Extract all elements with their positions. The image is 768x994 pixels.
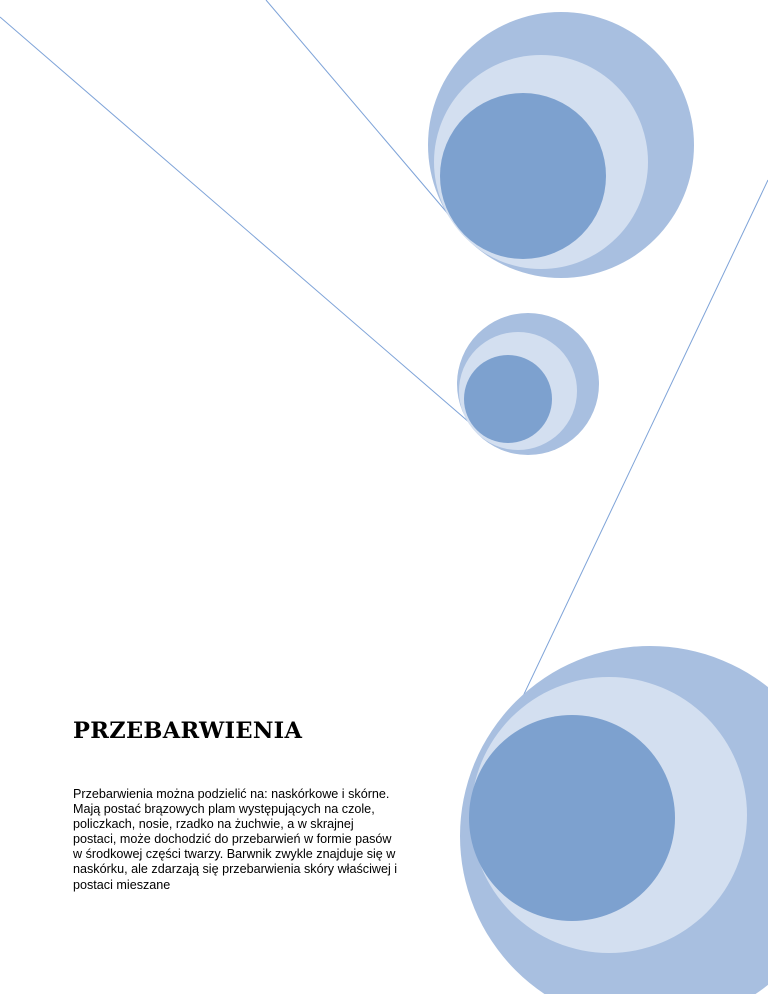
paragraph-line: naskórku, ale zdarzają się przebarwienia skóry właściwej i [73,862,398,877]
circle-group-bottom [460,646,768,994]
document-title: PRZEBARWIENIA [73,718,303,744]
paragraph-line: postaci mieszane [73,877,171,892]
paragraph-line: Przebarwienia można podzielić na: naskórkowe i skórne. [73,787,390,801]
diagonal-line [0,17,470,423]
paragraph-line: w środkowej części twarzy. Barwnik zwykle znajduje się w [73,847,396,862]
paragraph-line: postaci, może dochodzić do przebarwień w formie pasów [73,832,392,847]
body-paragraph [73,787,453,893]
circle-group-middle [457,313,599,455]
inner-circle [440,93,606,259]
circle-group-top [428,12,694,278]
diagonal-line [266,0,455,222]
paragraph-line: Mają postać brązowych plam występujących na czole, [73,802,375,817]
inner-circle [469,715,675,921]
paragraph-line: policzkach, nosie, rzadko na żuchwie, a w skrajnej [73,817,354,832]
inner-circle [464,355,552,443]
